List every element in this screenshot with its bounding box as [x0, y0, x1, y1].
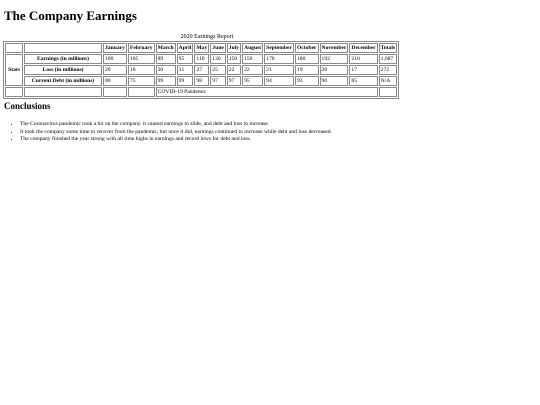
- table-cell: 95: [177, 54, 194, 64]
- row-label-loss: Loss (in millions): [24, 65, 102, 75]
- table-cell: 17: [349, 65, 377, 75]
- month-header-june: June: [210, 43, 226, 53]
- table-corner-cell: [24, 43, 102, 53]
- table-cell: 18: [128, 65, 155, 75]
- list-item: • The Coronavirus pandemic took a hit on the company. it caused earnings to slide, and debt and loss to increase.: [20, 121, 332, 129]
- row-label-earnings: Earnings (in millions): [24, 54, 102, 64]
- footer-empty-cell: [128, 87, 155, 97]
- table-cell: 130: [210, 54, 226, 64]
- month-header-july: July: [227, 43, 241, 53]
- table-cell: 85: [349, 76, 377, 86]
- table-cell: 20: [320, 65, 349, 75]
- footer-empty-cell: [24, 87, 102, 97]
- table-cell: 19: [295, 65, 319, 75]
- table-cell: 20: [103, 65, 127, 75]
- table-cell: 31: [177, 65, 194, 75]
- footer-empty-cell: [103, 87, 127, 97]
- table-cell: 93: [295, 76, 319, 86]
- table-cell: 105: [128, 54, 155, 64]
- table-cell: 99: [156, 76, 176, 86]
- table-cell: 97: [227, 76, 241, 86]
- month-header-january: January: [103, 43, 127, 53]
- covid-footnote: COVID-19 Pandemic: [156, 87, 378, 97]
- table-cell: 110: [194, 54, 209, 64]
- table-cell: 100: [103, 54, 127, 64]
- table-footer-row: [5, 87, 397, 97]
- table-cell: 180: [295, 54, 319, 64]
- table-corner-cell: [5, 43, 23, 53]
- table-cell: 80: [103, 76, 127, 86]
- total-cell: 272: [379, 65, 397, 75]
- table-cell: 25: [210, 65, 226, 75]
- total-cell: N/A: [379, 76, 397, 86]
- footer-empty-cell: [379, 87, 397, 97]
- table-cell: 90: [320, 76, 349, 86]
- table-cell: 75: [128, 76, 155, 86]
- table-cell: 95: [242, 76, 263, 86]
- page-title: The Company Earnings: [4, 8, 137, 23]
- table-cell: 210: [349, 54, 377, 64]
- table-cell: 22: [227, 65, 241, 75]
- table-row-debt: [5, 76, 397, 86]
- table-cell: 156: [242, 54, 263, 64]
- table-cell: 150: [227, 54, 241, 64]
- month-header-november: November: [320, 43, 349, 53]
- month-header-may: May: [194, 43, 209, 53]
- list-item: • The company finished the year strong with all time highs in earnings and record lows for debt and loss.: [20, 136, 332, 144]
- table-row-loss: [5, 65, 397, 75]
- earnings-table: [3, 41, 399, 99]
- table-row-earnings: [5, 54, 397, 64]
- month-header-april: April: [177, 43, 194, 53]
- list-item: • It took the company some time to recover from the pandemic, but once it did, earnings continued to increase while debt and loss decreased.: [20, 129, 332, 137]
- stats-group-label: Stats: [5, 54, 23, 86]
- table-cell: 99: [177, 76, 194, 86]
- month-header-december: December: [349, 43, 377, 53]
- totals-header: Totals: [379, 43, 397, 53]
- table-cell: 94: [264, 76, 294, 86]
- table-cell: 27: [194, 65, 209, 75]
- footer-empty-cell: [5, 87, 23, 97]
- table-cell: 97: [210, 76, 226, 86]
- table-cell: 170: [264, 54, 294, 64]
- conclusions-heading: Conclusions: [4, 101, 51, 111]
- row-label-debt: Current Debt (in millions): [24, 76, 102, 86]
- month-header-september: September: [264, 43, 294, 53]
- total-cell: 1,687: [379, 54, 397, 64]
- table-cell: 98: [194, 76, 209, 86]
- month-header-august: August: [242, 43, 263, 53]
- table-cell: 89: [156, 54, 176, 64]
- table-cell: 30: [156, 65, 176, 75]
- table-cell: 192: [320, 54, 349, 64]
- table-caption: 2020 Earnings Report: [180, 34, 234, 40]
- conclusions-list: [4, 121, 332, 144]
- table-cell: 22: [242, 65, 263, 75]
- table-cell: 21: [264, 65, 294, 75]
- month-header-february: February: [128, 43, 155, 53]
- table-header-row: [5, 43, 397, 53]
- month-header-march: March: [156, 43, 176, 53]
- month-header-october: October: [295, 43, 319, 53]
